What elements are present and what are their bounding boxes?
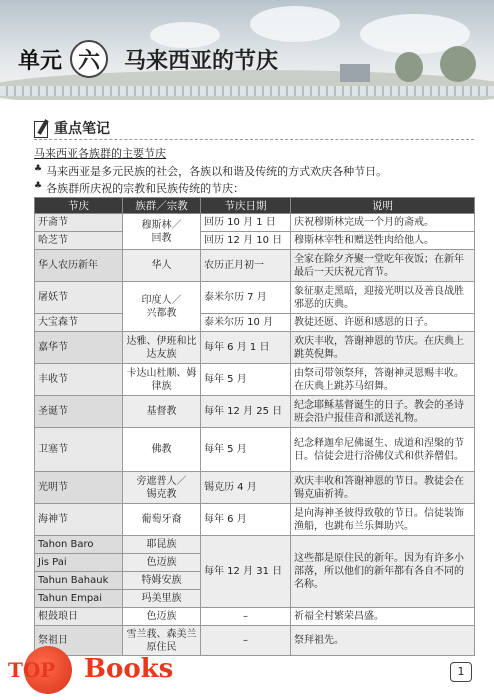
logo-top-text: TOP [8, 658, 56, 682]
group-cell: 色迈族 [123, 608, 201, 626]
table-row [35, 214, 475, 232]
desc-cell: 由祭司带领祭拜，答谢神灵恩赐丰收。在庆典上跳苏马绍舞。 [291, 364, 475, 396]
festival-cell: 光明节 [35, 472, 123, 504]
bullet-icon: ♣ [34, 164, 43, 174]
festival-cell: Tahun Empai [35, 590, 123, 608]
festival-cell: 大宝森节 [35, 314, 123, 332]
desc-cell: 欢庆丰收和答谢神恩的节日。教徒会在锡克庙祈祷。 [291, 472, 475, 504]
page-title: 马来西亚的节庆 [124, 48, 279, 74]
group-cell: 葡萄牙裔 [123, 504, 201, 536]
unit-title [18, 40, 278, 78]
date-cell: 泰米尔历 10 月 [201, 314, 291, 332]
house-decoration [340, 64, 370, 82]
bullet-icon: ♣ [34, 181, 43, 191]
column-header: 节庆日期 [201, 198, 291, 214]
festival-cell: 根鼓琅日 [35, 608, 123, 626]
festival-cell: 祭祖日 [35, 626, 123, 656]
desc-cell: 庆祝穆斯林完成一个月的斋戒。 [291, 214, 475, 232]
date-cell: – [201, 608, 291, 626]
group-cell [123, 282, 201, 332]
date-cell: 农历正月初一 [201, 250, 291, 282]
group-text: 印度人／ 兴都教 [141, 294, 182, 319]
desc-cell: 祈福全村繁荣昌盛。 [291, 608, 475, 626]
table-row [35, 428, 475, 472]
date-cell: 回历 10 月 1 日 [201, 214, 291, 232]
festival-cell: 卫塞节 [35, 428, 123, 472]
subtitle: 马来西亚各族群的主要节庆 [34, 147, 166, 160]
desc-cell: 穆斯林宰牲和赠送牲肉给他人。 [291, 232, 475, 250]
festival-cell: 嘉华节 [35, 332, 123, 364]
desc-cell: 纪念释迦牟尼佛诞生、成道和涅槃的节日。信徒会进行浴佛仪式和供养僧侣。 [291, 428, 475, 472]
topbooks-logo [2, 646, 192, 694]
bullet-text: 各族群所庆祝的宗教和民族传统的节庆： [46, 182, 245, 195]
group-cell [123, 472, 201, 504]
festival-cell: 海神节 [35, 504, 123, 536]
group-text: 旁遮普人／ 锡克教 [136, 475, 187, 500]
table-row [35, 364, 475, 396]
section-heading [34, 118, 110, 138]
group-cell: 佛教 [123, 428, 201, 472]
group-cell: 达雅、伊班和比达友族 [123, 332, 201, 364]
bullet-item [34, 163, 387, 179]
table-row [35, 250, 475, 282]
table-row [35, 504, 475, 536]
table-row [35, 472, 475, 504]
desc-cell: 纪念耶稣基督诞生的日子。教会的圣诗班会沿户报佳音和派送礼物。 [291, 396, 475, 428]
table-row [35, 232, 475, 250]
desc-cell: 这些都是原住民的新年。因为有许多小部落，所以他们的新年都有各自不同的名称。 [291, 536, 475, 608]
date-cell: 锡克历 4 月 [201, 472, 291, 504]
column-header: 族群／宗教 [123, 198, 201, 214]
tree-decoration [395, 52, 423, 82]
column-header: 节庆 [35, 198, 123, 214]
group-cell: 雪兰莪、森美兰原住民 [123, 626, 201, 656]
column-header: 说明 [291, 198, 475, 214]
table-row [35, 282, 475, 314]
festival-cell: 丰收节 [35, 364, 123, 396]
group-text: 穆斯林／ 回教 [141, 219, 182, 244]
notes-icon [34, 119, 50, 137]
fence-decoration [0, 86, 494, 96]
cloud-decoration [250, 6, 340, 42]
festival-table [34, 197, 475, 656]
date-cell: 回历 12 月 10 日 [201, 232, 291, 250]
desc-cell: 是向海神圣彼得致敬的节日。信徒装饰渔船，也跳布兰乐舞助兴。 [291, 504, 475, 536]
tree-decoration [440, 46, 476, 82]
group-cell: 玛美里族 [123, 590, 201, 608]
date-cell: 每年 6 月 1 日 [201, 332, 291, 364]
group-cell: 耶昆族 [123, 536, 201, 554]
festival-cell: Jis Pai [35, 554, 123, 572]
festival-cell: 开斋节 [35, 214, 123, 232]
festival-cell: 屠妖节 [35, 282, 123, 314]
table-row [35, 608, 475, 626]
date-cell: 每年 5 月 [201, 364, 291, 396]
group-cell: 特姆安族 [123, 572, 201, 590]
table-header-row [35, 198, 475, 214]
festival-cell: 华人农历新年 [35, 250, 123, 282]
table-row [35, 332, 475, 364]
table-row [35, 536, 475, 554]
date-cell: 每年 5 月 [201, 428, 291, 472]
festival-cell: 圣诞节 [35, 396, 123, 428]
table-row [35, 396, 475, 428]
desc-cell: 欢庆丰收，答谢神恩的节庆。在庆典上跳英倪舞。 [291, 332, 475, 364]
group-cell: 色迈族 [123, 554, 201, 572]
date-cell: 每年 12 月 31 日 [201, 536, 291, 608]
date-cell: 每年 12 月 25 日 [201, 396, 291, 428]
desc-cell: 象征驱走黑暗，迎接光明以及善良战胜邪恶的庆典。 [291, 282, 475, 314]
desc-cell: 教徒还愿、许愿和感恩的日子。 [291, 314, 475, 332]
date-cell: – [201, 626, 291, 656]
bullet-text: 马来西亚是多元民族的社会，各族以和谐及传统的方式欢庆各种节日。 [46, 165, 388, 178]
unit-number-badge: 六 [70, 40, 108, 78]
date-cell: 泰米尔历 7 月 [201, 282, 291, 314]
group-cell: 基督教 [123, 396, 201, 428]
unit-word: 单元 [18, 48, 63, 74]
table-row [35, 314, 475, 332]
page-number: 1 [450, 662, 472, 682]
section-label: 重点笔记 [54, 121, 110, 137]
group-cell: 华人 [123, 250, 201, 282]
desc-cell: 祭拜祖先。 [291, 626, 475, 656]
section-divider [34, 139, 474, 140]
desc-cell: 全家在除夕齐聚一堂吃年夜饭；在新年最后一天庆祝元宵节。 [291, 250, 475, 282]
festival-cell: Tahun Bahauk [35, 572, 123, 590]
date-cell: 每年 6 月 [201, 504, 291, 536]
bullet-item [34, 180, 244, 196]
logo-books-text: Books [84, 654, 174, 684]
festival-cell: 哈芝节 [35, 232, 123, 250]
unit-banner [0, 0, 494, 100]
group-cell [123, 214, 201, 250]
festival-cell: Tahon Baro [35, 536, 123, 554]
group-cell: 卡达山杜顺、姆律族 [123, 364, 201, 396]
